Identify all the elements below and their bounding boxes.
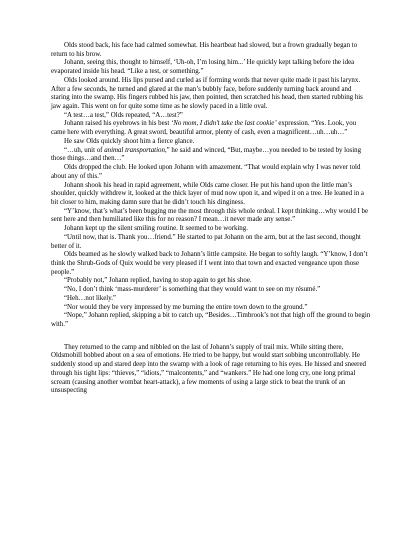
story-section-2 [51,344,371,396]
paragraph: Olds beamed as he slowly walked back to Johann’s little campsite. He began to softly laugh. “Y’know, I don’t think the Shrub-Gods of Quix would be very pleased if I went into that town and exacted vengeance upon those people.” [51,251,368,276]
paragraph: “Until now, that is. Thank you…friend.” He started to pat Johann on the arm, but at the last second, thought better of it. [51,233,361,250]
paragraph [51,120,371,137]
paragraph: Olds looked around. His lips pursed and curled as if forming words that never quite made it past his larynx. After a few seconds, he turned and glared at the man’s bubbly face, before suddenly turning back around and staring into the swamp. His fingers rubbed his jaw, then pointed, then scratched his head, then started rubbing his jaw again. This went on for quite some time as he slowly paced in a little oval. [51,76,363,111]
paragraph: “Heh…not likely.” [64,294,116,302]
italic-text: ‘No mom, I didn’t take the last cookie’ [170,120,277,128]
paragraph: Johann, seeing this, thought to himself, ‘Uh-oh, I’m losing him...’ He quickly kept talking before the idea evaporated inside his head. “Like a test, or something.” [51,59,355,76]
paragraph: “Nope,” Johann replied, skipping a bit to catch up, “Besides…Timbrook’s not that high off the ground to begin with.” [51,312,371,328]
text-run: Johann raised his eyebrows in his best [64,120,171,128]
paragraph: Olds stood back, his face had calmed somewhat. His heartbeat had slowed, but a frown gradually began to return to his brow. [51,42,358,58]
paragraph: “Nor would they be very impressed by me burning the entire town down to the ground.” [64,303,308,311]
paragraph: “Y’know, that’s what’s been bugging me the most through this whole ordeal. I kept thinking…why would I be sent here and then humiliated like this for no reason? I mean…it never made any sense.” [51,207,369,224]
paragraph: Johann kept up the silent smiling routine. It seemed to be working. [64,225,248,233]
text-run: ,” he said and winced, “But, maybe…you needed to be tested by losing those things…and then…” [51,146,362,163]
page-body [51,42,371,396]
paragraph: Olds dropped the club. He looked upon Johann with amazement. “That would explain why I was never told about any of this.” [51,164,361,180]
paragraph [51,147,371,164]
paragraph: He saw Olds quickly shoot him a fierce glance. [64,137,195,145]
section-break [51,330,371,344]
paragraph: Johann shook his head in rapid agreement, while Olds came closer. He put his hand upon the little man’s shoulder, quickly withdrew it, looked at the thick layer of mud now upon it, and wiped it on a tree. He leaned in a bit closer to him, making damn sure that he didn’t touch his dinginess. [51,181,364,206]
italic-text: animal transportation [104,146,165,154]
text-run: expression. “Yes. Look, you came here with everything. A great sword, beautiful armor, plenty of cash, even a magnificent…uh…uh…” [51,120,357,137]
paragraph: “Probably not,” Johann replied, having to stop again to get his shoe. [64,277,252,285]
paragraph: “A test…a test,” Olds repeated, “A…test?” [64,111,183,119]
paragraph: “No, I don’t think ‘mass-murderer’ is something that they would want to see on my résumé.” [64,286,321,294]
paragraph: They returned to the camp and nibbled on the last of Johann’s supply of trail mix. While sitting there, Oldsmobill bobbed about on a sea of emotions. He tried to be happy, but would start sobbing uncontrollably. He suddenly stood up and stared deep into the swamp with a look of rage returning to his eyes. He hissed and sneered through his tight lips: “thieves,” “idiots,” “malcontents,” and “wankers.” He had one long cry, one long primal scream (causing another wombat heart-attack), a few moments of using a large stick to beat the trunk of an unsuspecting [51,343,366,395]
story-section-1 [51,42,371,330]
text-run: “…uh, unit of [64,146,105,154]
